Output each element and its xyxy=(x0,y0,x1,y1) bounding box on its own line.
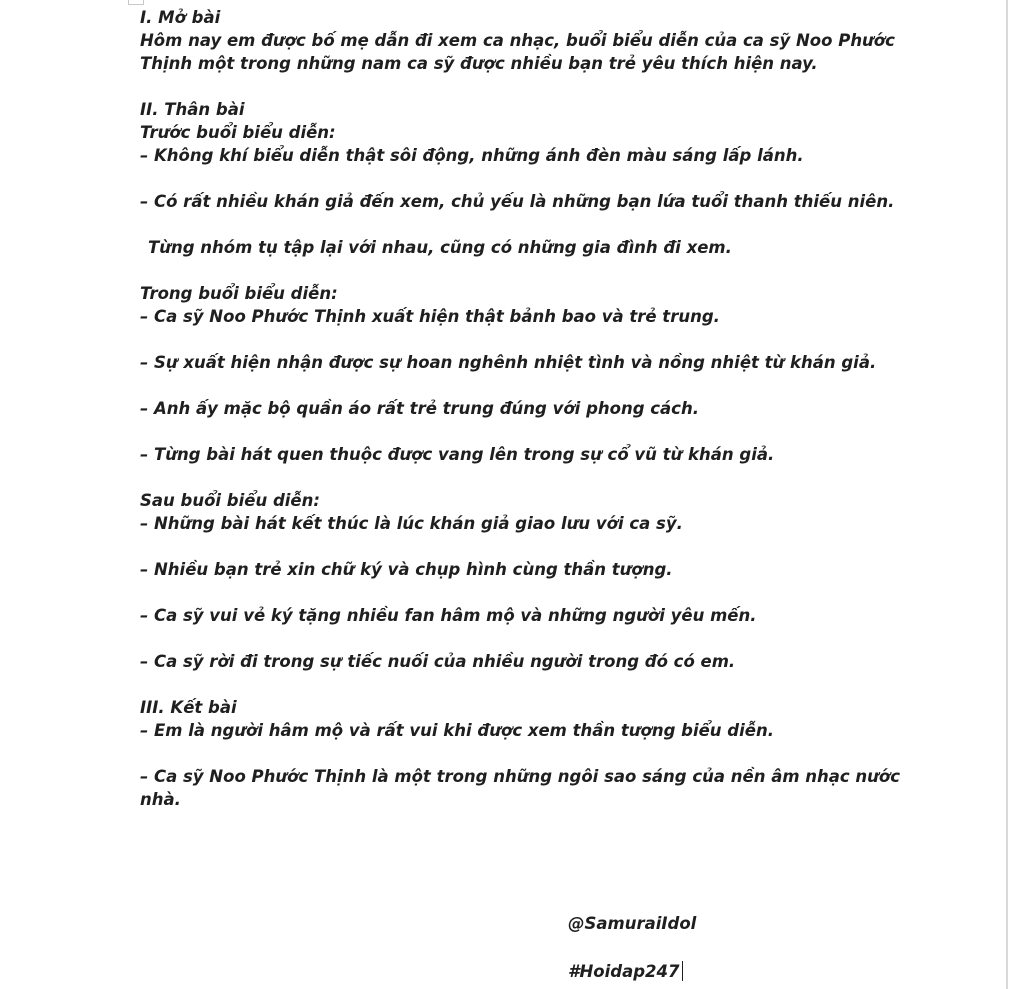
after-label: Sau buổi biểu diễn: xyxy=(140,491,320,510)
after-item: – Những bài hát kết thúc là lúc khán giả giao lưu với ca sỹ. xyxy=(140,514,683,533)
before-item: – Có rất nhiều khán giả đến xem, chủ yếu là những bạn lứa tuổi thanh thiếu niên. xyxy=(140,192,895,211)
conclusion-item: – Ca sỹ Noo Phước Thịnh là một trong những ngôi sao sáng của nền âm nhạc nước nhà. xyxy=(140,767,901,809)
during-item: – Ca sỹ Noo Phước Thịnh xuất hiện thật bảnh bao và trẻ trung. xyxy=(140,307,720,326)
hashtag-text: #Hoidap247 xyxy=(568,962,680,981)
conclusion-item: – Em là người hâm mộ và rất vui khi được xem thần tượng biểu diễn. xyxy=(140,721,774,740)
essay-text xyxy=(140,6,920,811)
during-item: – Từng bài hát quen thuộc được vang lên trong sự cổ vũ từ khán giả. xyxy=(140,445,775,464)
body-heading: II. Thân bài xyxy=(140,100,245,119)
during-item: – Anh ấy mặc bộ quần áo rất trẻ trung đúng với phong cách. xyxy=(140,399,699,418)
page-right-border xyxy=(1006,0,1008,989)
before-label: Trước buổi biểu diễn: xyxy=(140,123,336,142)
conclusion-heading: III. Kết bài xyxy=(140,698,237,717)
text-cursor xyxy=(682,961,683,981)
during-label: Trong buổi biểu diễn: xyxy=(140,284,338,303)
intro-heading: I. Mở bài xyxy=(140,8,221,27)
after-item: – Ca sỹ vui vẻ ký tặng nhiều fan hâm mộ và những người yêu mến. xyxy=(140,606,757,625)
during-item: – Sự xuất hiện nhận được sự hoan nghênh nhiệt tình và nồng nhiệt từ khán giả. xyxy=(140,353,877,372)
intro-text: Hôm nay em được bố mẹ dẫn đi xem ca nhạc, buổi biểu diễn của ca sỹ Noo Phước Thịnh một trong những nam ca sỹ được nhiều bạn trẻ yêu thích hiện nay. xyxy=(140,31,895,73)
author-signature: @SamuraiIdol xyxy=(568,914,697,933)
before-item: Từng nhóm tụ tập lại với nhau, cũng có những gia đình đi xem. xyxy=(148,238,732,257)
after-item: – Ca sỹ rời đi trong sự tiếc nuối của nhiều người trong đó có em. xyxy=(140,652,736,671)
after-item: – Nhiều bạn trẻ xin chữ ký và chụp hình cùng thần tượng. xyxy=(140,560,673,579)
page-corner-mark xyxy=(128,0,144,5)
before-item: – Không khí biểu diễn thật sôi động, những ánh đèn màu sáng lấp lánh. xyxy=(140,146,804,165)
hashtag-signature xyxy=(568,960,683,983)
